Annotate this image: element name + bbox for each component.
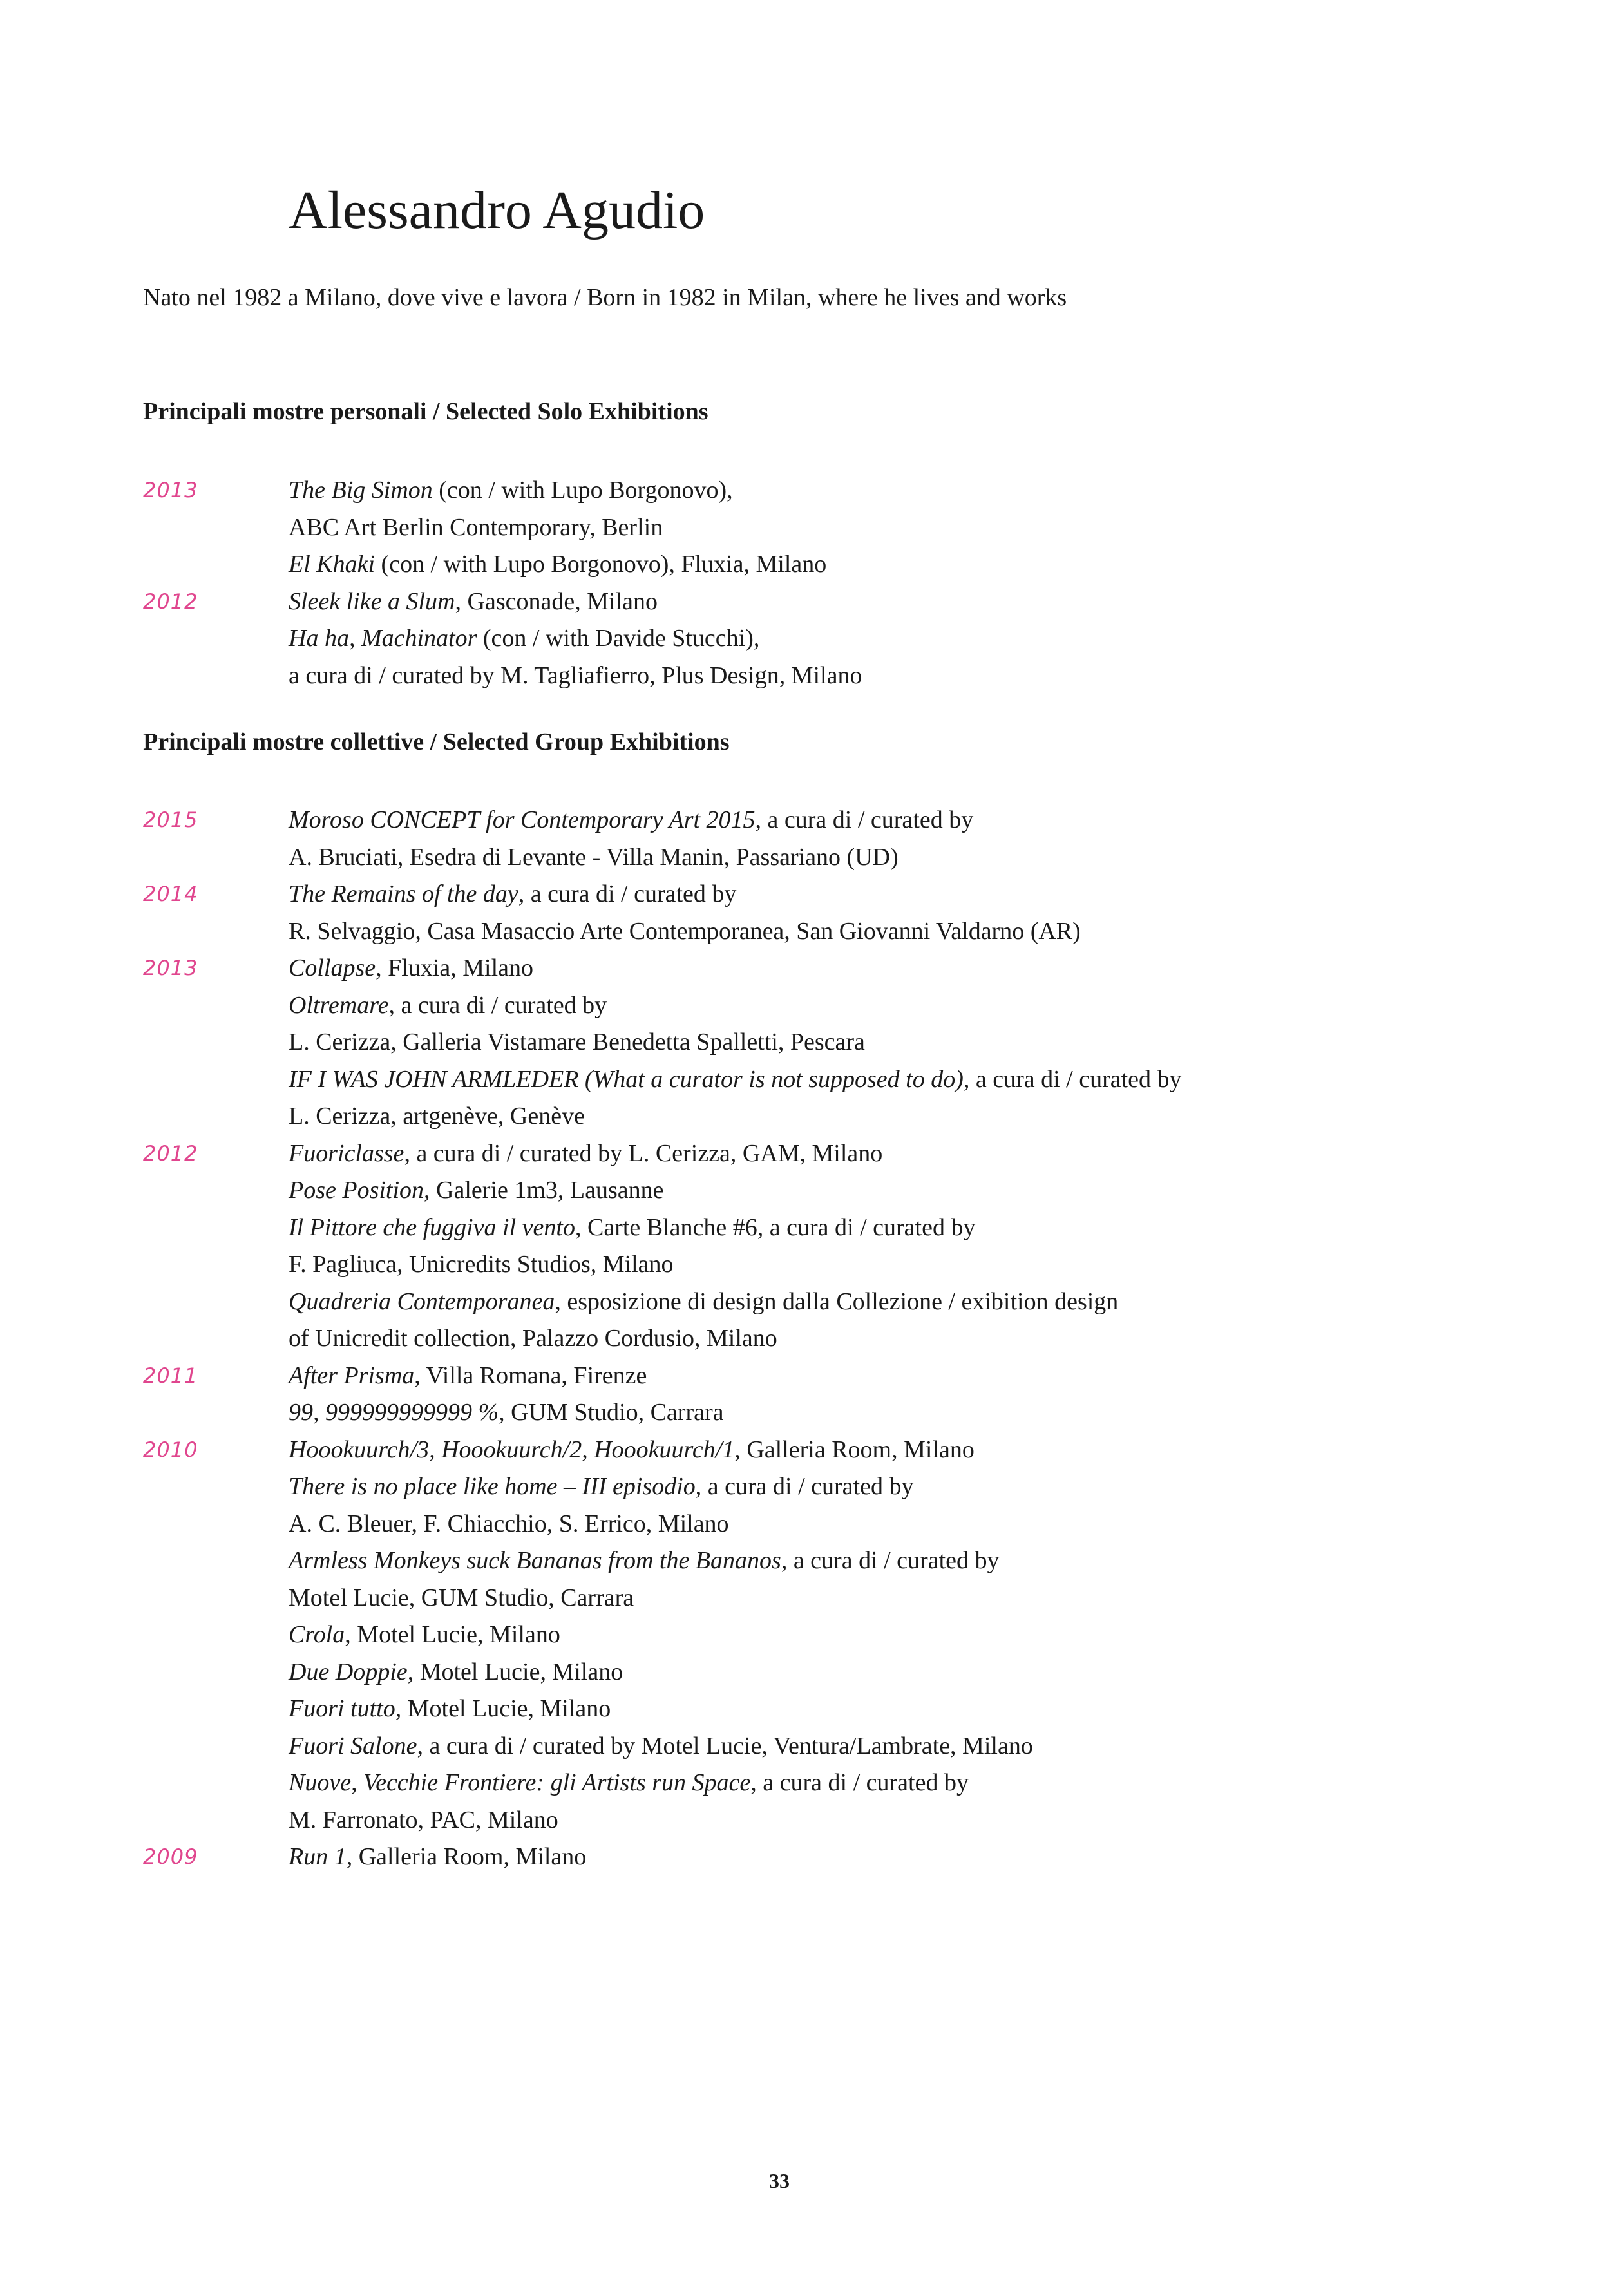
exhibition-title: Collapse [289, 954, 376, 982]
exhibition-text [289, 987, 865, 1061]
exhibition-details: , a cura di / curated by [750, 1769, 969, 1796]
exhibition-entry [0, 1061, 1607, 1135]
exhibition-text [289, 1135, 882, 1173]
exhibition-text [289, 1061, 1182, 1135]
exhibition-entry [0, 1617, 1607, 1654]
exhibition-details: , Galerie 1m3, Lausanne [424, 1177, 664, 1204]
exhibition-text [289, 1617, 560, 1654]
exhibition-details: , Motel Lucie, Milano [407, 1658, 623, 1685]
exhibition-details: , Fluxia, Milano [376, 954, 534, 982]
exhibition-title: 99, 999999999999 % [289, 1399, 499, 1426]
exhibition-entry [0, 583, 1607, 621]
exhibition-details: , a cura di / curated by [755, 806, 974, 833]
exhibition-entry [0, 1728, 1607, 1765]
exhibition-text [289, 1839, 586, 1876]
exhibition-title: Sleek like a Slum [289, 587, 455, 615]
exhibition-details: , a cura di / curated by [695, 1473, 914, 1500]
exhibition-title: Armless Monkeys suck Bananas from the Bananos [289, 1547, 781, 1574]
exhibition-details: , esposizione di design dalla Collezione / exibition design [555, 1287, 1119, 1315]
exhibition-details-line2: Motel Lucie, GUM Studio, Carrara [289, 1584, 634, 1611]
exhibition-title: Fuori tutto [289, 1695, 395, 1722]
exhibition-title: Crola [289, 1621, 345, 1648]
exhibition-entry [0, 472, 1607, 546]
exhibition-text [289, 472, 733, 546]
exhibition-details-line2: R. Selvaggio, Casa Masaccio Arte Contemporanea, San Giovanni Valdarno (AR) [289, 917, 1081, 945]
group-exhibitions-heading: Principali mostre collettive / Selected Group Exhibitions [143, 728, 730, 755]
exhibition-details-line2: F. Pagliuca, Unicredits Studios, Milano [289, 1251, 674, 1278]
exhibition-details: , Galleria Room, Milano [734, 1436, 975, 1463]
page-title: Alessandro Agudio [289, 180, 705, 240]
exhibition-year: 2009 [143, 1845, 198, 1869]
exhibition-details-line2: L. Cerizza, artgenève, Genève [289, 1103, 585, 1130]
exhibition-details: , Carte Blanche #6, a cura di / curated by [575, 1213, 976, 1241]
exhibition-entry [0, 1839, 1607, 1876]
exhibition-details: (con / with Davide Stucchi), [477, 625, 760, 652]
exhibition-year: 2013 [143, 478, 198, 502]
exhibition-details: , Galleria Room, Milano [346, 1843, 587, 1870]
exhibition-details: , Villa Romana, Firenze [414, 1361, 647, 1389]
exhibition-details-line2: L. Cerizza, Galleria Vistamare Benedetta Spalletti, Pescara [289, 1029, 865, 1056]
exhibition-title: Pose Position [289, 1177, 424, 1204]
exhibition-details: , GUM Studio, Carrara [499, 1399, 724, 1426]
exhibition-year: 2013 [143, 956, 198, 980]
exhibition-title: Quadreria Contemporanea [289, 1287, 555, 1315]
exhibition-title: Ha ha, Machinator [289, 625, 477, 652]
page-number: 33 [769, 2169, 790, 2192]
exhibition-text [289, 1654, 623, 1691]
exhibition-details-line2: A. C. Bleuer, F. Chiacchio, S. Errico, Milano [289, 1510, 729, 1537]
exhibition-title: Il Pittore che fuggiva il vento [289, 1213, 575, 1241]
exhibition-text [289, 950, 533, 987]
exhibition-details: , Motel Lucie, Milano [395, 1695, 611, 1722]
solo-exhibitions-heading: Principali mostre personali / Selected Solo Exhibitions [143, 398, 708, 425]
exhibition-details: , a cura di / curated by L. Cerizza, GAM, Milano [404, 1139, 883, 1167]
exhibition-details: , a cura di / curated by [518, 880, 737, 907]
artist-bio: Nato nel 1982 a Milano, dove vive e lavora / Born in 1982 in Milan, where he lives and works [143, 284, 1067, 311]
exhibition-title: The Big Simon [289, 477, 433, 504]
exhibition-entry [0, 950, 1607, 987]
exhibition-details: (con / with Lupo Borgonovo), Fluxia, Milano [375, 551, 827, 578]
exhibition-text [289, 1432, 975, 1469]
exhibition-details: , Gasconade, Milano [455, 587, 658, 615]
exhibition-entry [0, 987, 1607, 1061]
exhibition-title: IF I WAS JOHN ARMLEDER (What a curator is not supposed to do) [289, 1065, 964, 1093]
exhibition-details-line2: M. Farronato, PAC, Milano [289, 1806, 558, 1834]
exhibition-details-line2: a cura di / curated by M. Tagliafierro, Plus Design, Milano [289, 661, 862, 689]
exhibition-title: Moroso CONCEPT for Contemporary Art 2015 [289, 806, 756, 833]
exhibition-title: There is no place like home – III episodio [289, 1473, 696, 1500]
exhibition-entry [0, 1691, 1607, 1728]
exhibition-entry [0, 1542, 1607, 1617]
exhibition-title: The Remains of the day [289, 880, 518, 907]
exhibition-text [289, 1358, 647, 1395]
exhibition-text [289, 1542, 1000, 1617]
exhibition-details: , a cura di / curated by [781, 1547, 1000, 1574]
exhibition-title: El Khaki [289, 551, 376, 578]
exhibition-entry [0, 1468, 1607, 1542]
exhibition-title: Fuori Salone [289, 1732, 417, 1760]
exhibition-text [289, 620, 862, 694]
exhibition-text [289, 583, 658, 621]
exhibition-text [289, 1765, 969, 1839]
exhibition-title: After Prisma [289, 1361, 415, 1389]
exhibition-year: 2010 [143, 1437, 198, 1462]
exhibition-entry [0, 1394, 1607, 1432]
exhibition-title: Run 1 [289, 1843, 347, 1870]
exhibition-details-line2: ABC Art Berlin Contemporary, Berlin [289, 513, 663, 541]
exhibition-details-line2: of Unicredit collection, Palazzo Cordusio, Milano [289, 1325, 777, 1352]
exhibition-text [289, 1468, 913, 1542]
exhibition-title: Hoookuurch/3, Hoookuurch/2, Hoookuurch/1 [289, 1436, 735, 1463]
exhibition-details-line2: A. Bruciati, Esedra di Levante - Villa Manin, Passariano (UD) [289, 843, 899, 871]
exhibition-text [289, 802, 973, 876]
exhibition-details: , a cura di / curated by Motel Lucie, Ventura/Lambrate, Milano [417, 1732, 1033, 1760]
exhibition-year: 2014 [143, 882, 198, 906]
exhibition-title: Oltremare [289, 991, 389, 1019]
exhibition-year: 2015 [143, 808, 198, 832]
exhibition-year: 2011 [143, 1363, 198, 1388]
exhibition-details: , a cura di / curated by [388, 991, 607, 1019]
exhibition-entry [0, 1135, 1607, 1173]
exhibition-text [289, 876, 1081, 950]
exhibition-entry [0, 802, 1607, 876]
group-exhibitions-list [0, 802, 1607, 1876]
exhibition-details: , a cura di / curated by [963, 1065, 1182, 1093]
exhibition-entry [0, 1172, 1607, 1210]
exhibition-details: , Motel Lucie, Milano [345, 1621, 560, 1648]
exhibition-text [289, 546, 826, 583]
exhibition-entry [0, 1654, 1607, 1691]
exhibition-entry [0, 1284, 1607, 1358]
exhibition-text [289, 1394, 724, 1432]
exhibition-title: Due Doppie [289, 1658, 408, 1685]
exhibition-text [289, 1691, 611, 1728]
solo-exhibitions-list [0, 472, 1607, 694]
exhibition-title: Nuove, Vecchie Frontiere: gli Artists run Space [289, 1769, 751, 1796]
exhibition-year: 2012 [143, 589, 198, 614]
exhibition-details: (con / with Lupo Borgonovo), [432, 477, 733, 504]
exhibition-entry [0, 620, 1607, 694]
exhibition-year: 2012 [143, 1141, 198, 1166]
exhibition-text [289, 1210, 975, 1284]
exhibition-entry [0, 1432, 1607, 1469]
exhibition-entry [0, 876, 1607, 950]
exhibition-entry [0, 546, 1607, 583]
exhibition-text [289, 1284, 1118, 1358]
exhibition-text [289, 1728, 1033, 1765]
exhibition-entry [0, 1358, 1607, 1395]
exhibition-title: Fuoriclasse [289, 1139, 404, 1167]
exhibition-entry [0, 1210, 1607, 1284]
exhibition-entry [0, 1765, 1607, 1839]
exhibition-text [289, 1172, 664, 1210]
